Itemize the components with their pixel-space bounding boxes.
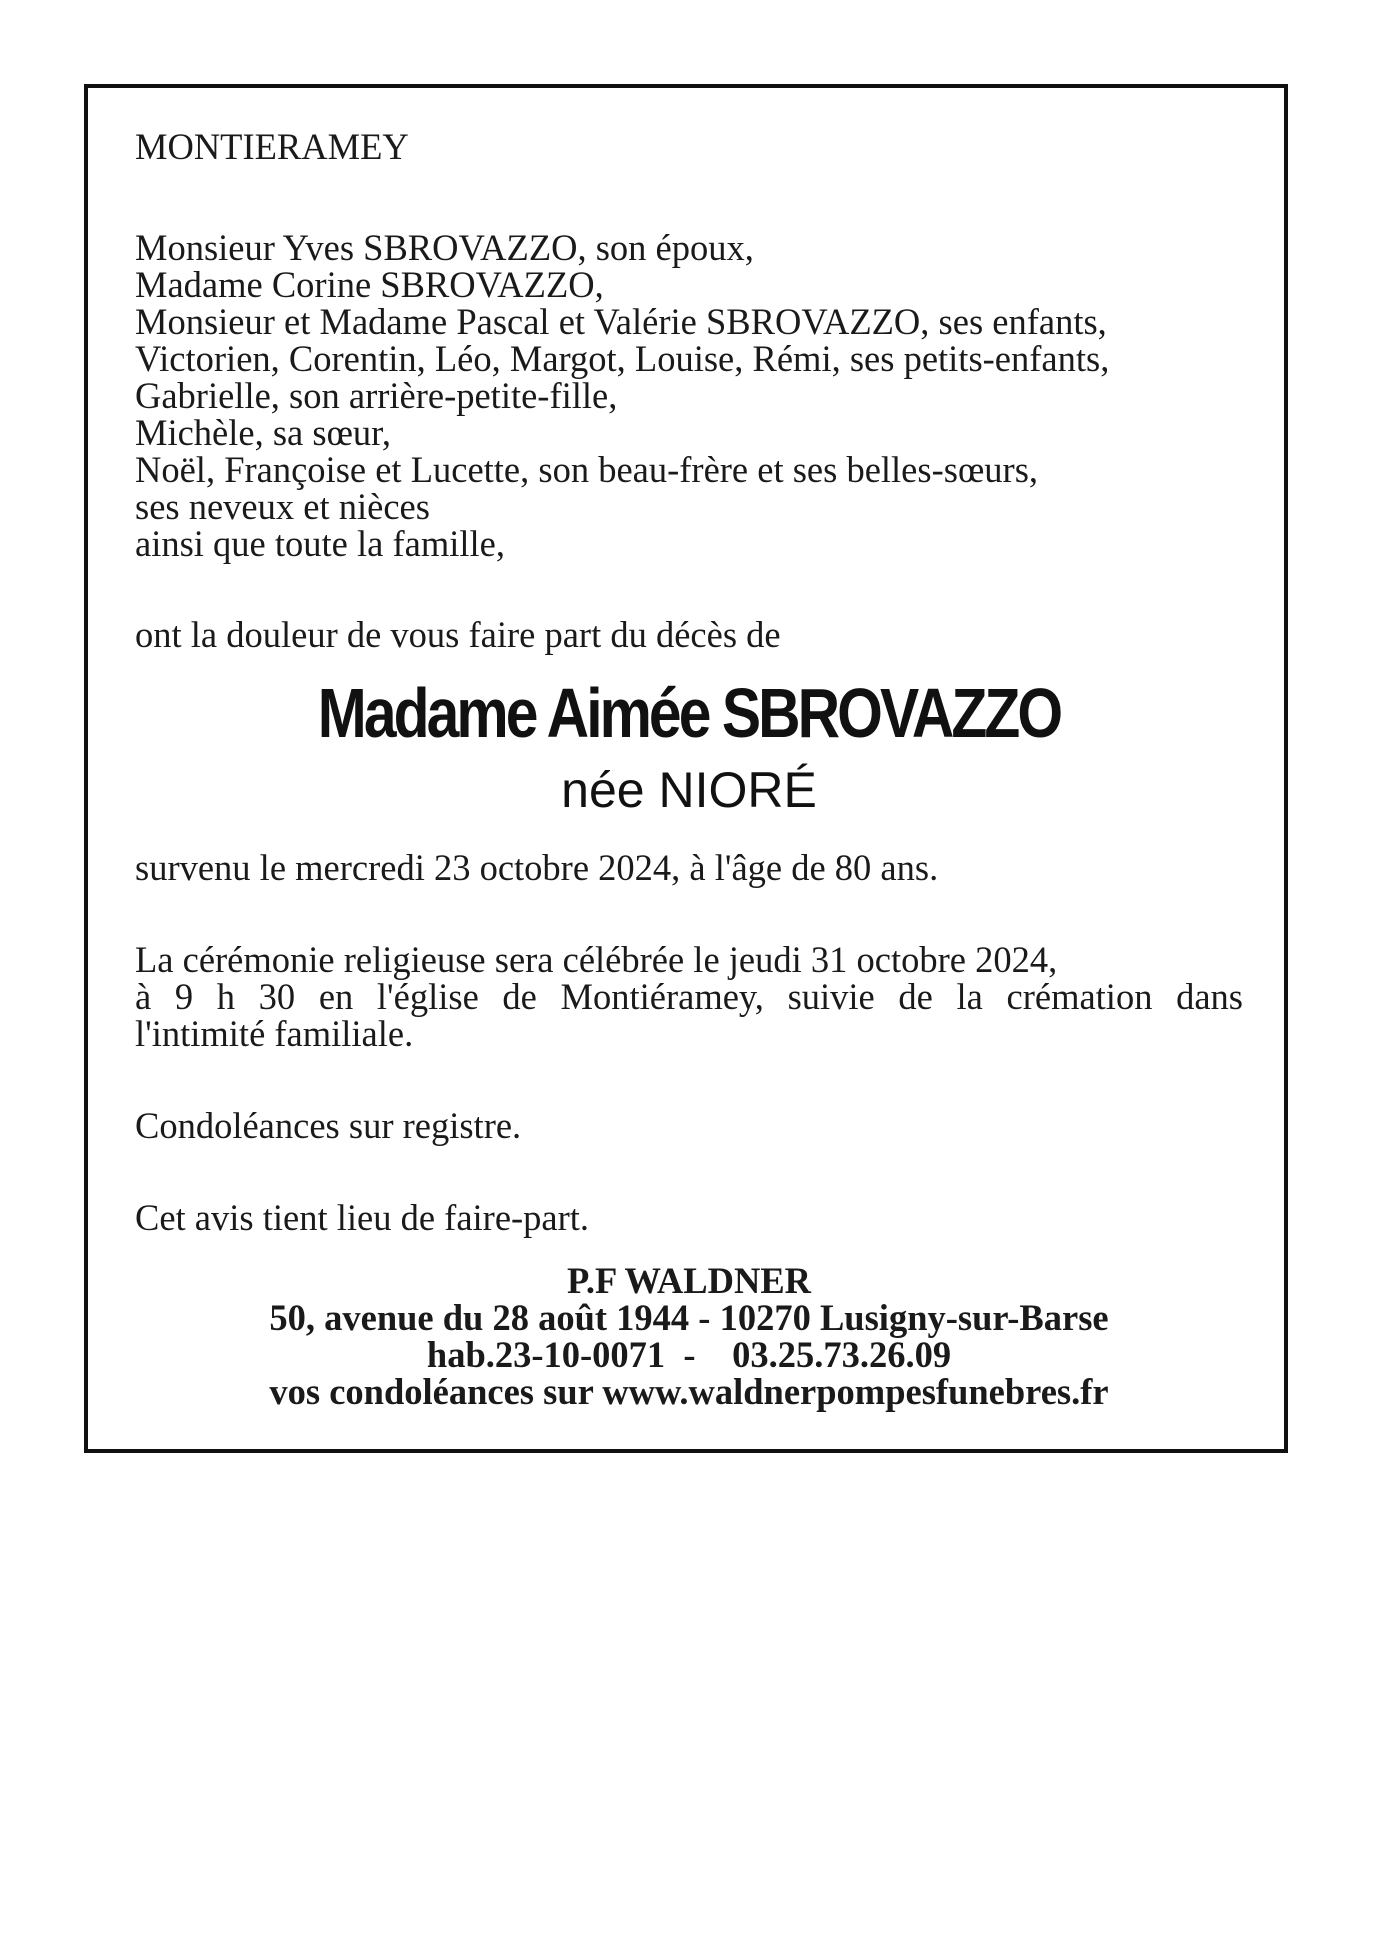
funeral-home-block [135, 1262, 1243, 1410]
family-member-daughter: Madame Corine SBROVAZZO, [135, 264, 604, 305]
family-member-whole-family: ainsi que toute la famille, [135, 523, 505, 564]
family-member-nephews-nieces: ses neveux et nièces [135, 486, 430, 527]
town-heading: MONTIERAMEY [135, 126, 409, 167]
obituary-notice-frame [84, 84, 1288, 1453]
ceremony-line-2: à 9 h 30 en l'église de Montiéramey, suivie de la crémation dans [135, 976, 1243, 1017]
family-member-great-granddaughter: Gabrielle, son arrière-petite-fille, [135, 375, 618, 416]
family-member-sister: Michèle, sa sœur, [135, 412, 391, 453]
obituary-notice-content [135, 128, 1243, 1410]
notice-disclaimer: Cet avis tient lieu de faire-part. [135, 1197, 590, 1238]
deceased-name: Madame Aimée SBROVAZZO [317, 674, 1061, 752]
ceremony-line-1: La cérémonie religieuse sera célébrée le jeudi 31 octobre 2024, [135, 939, 1058, 980]
maiden-name: née NIORÉ [561, 762, 817, 818]
condolences-note: Condoléances sur registre. [135, 1105, 522, 1146]
family-member-grandchildren: Victorien, Corentin, Léo, Margot, Louise, Rémi, ses petits-enfants, [135, 338, 1110, 379]
funeral-home-name: P.F WALDNER [566, 1260, 812, 1301]
announcement-intro: ont la douleur de vous faire part du décès de [135, 614, 781, 655]
ceremony-line-3: l'intimité familiale. [135, 1013, 414, 1054]
death-date: survenu le mercredi 23 octobre 2024, à l'âge de 80 ans. [135, 847, 939, 888]
funeral-home-website: vos condoléances sur www.waldnerpompesfunebres.fr [269, 1371, 1109, 1412]
family-list [135, 229, 1243, 562]
family-member-spouse: Monsieur Yves SBROVAZZO, son époux, [135, 227, 754, 268]
family-member-children: Monsieur et Madame Pascal et Valérie SBROVAZZO, ses enfants, [135, 301, 1107, 342]
funeral-home-address: 50, avenue du 28 août 1944 - 10270 Lusigny-sur-Barse [269, 1297, 1109, 1338]
ceremony-details [135, 941, 1243, 1052]
funeral-home-license-phone: hab.23-10-0071 - 03.25.73.26.09 [426, 1334, 952, 1375]
family-member-in-laws: Noël, Françoise et Lucette, son beau-frère et ses belles-sœurs, [135, 449, 1039, 490]
